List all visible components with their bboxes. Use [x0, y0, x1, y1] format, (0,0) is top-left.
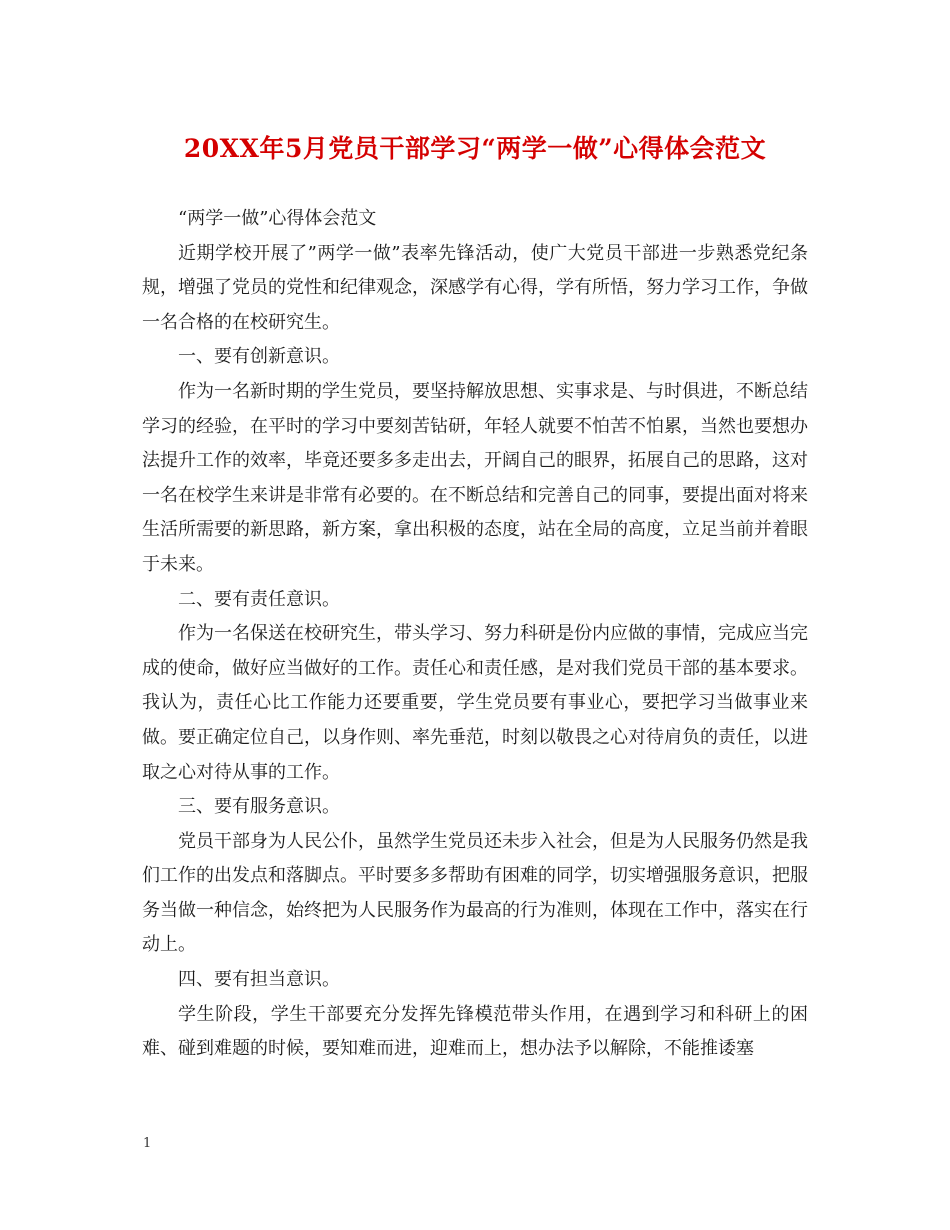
section-heading-innovation: 一、要有创新意识。: [178, 346, 340, 368]
page-number: 1: [143, 1136, 152, 1151]
section-paragraph-commitment: 学生阶段，学生干部要充分发挥先锋模范带头作用，在遇到学习和科研上的困难、碰到难题的时候，要知难而进，迎难而上，想办法予以解除，不能推诿塞: [142, 1003, 808, 1060]
section-heading-commitment: 四、要有担当意识。: [178, 969, 340, 991]
document-body: [142, 202, 808, 1067]
document-title: 20XX年5月党员干部学习“两学一做”心得体会范文: [183, 134, 767, 163]
section-heading-responsibility: 二、要有责任意识。: [178, 588, 340, 610]
intro-subtitle: “两学一做”心得体会范文: [178, 208, 377, 229]
section-heading-service: 三、要有服务意识。: [178, 796, 340, 818]
section-paragraph-innovation: 作为一名新时期的学生党员，要坚持解放思想、实事求是、与时俱进，不断总结学习的经验，在平时的学习中要刻苦钻研，年轻人就要不怕苦不怕累，当然也要想办法提升工作的效率，毕竟还要多多走出去，开阔自己的眼界，拓展自己的思路，这对一名在校学生来讲是非常有必要的。在不断总结和完善自己的同事，要提出面对将来生活所需要的新思路，新方案，拿出积极的态度，站在全局的高度，立足当前并着眼于未来。: [142, 380, 808, 575]
section-paragraph-service: 党员干部身为人民公仆，虽然学生党员还未步入社会，但是为人民服务仍然是我们工作的出发点和落脚点。平时要多多帮助有困难的同学，切实增强服务意识，把服务当做一种信念，始终把为人民服务作为最高的行为准则，体现在工作中，落实在行动上。: [142, 830, 808, 956]
section-paragraph-responsibility: 作为一名保送在校研究生，带头学习、努力科研是份内应做的事情，完成应当完成的使命，做好应当做好的工作。责任心和责任感，是对我们党员干部的基本要求。我认为，责任心比工作能力还要重要，学生党员要有事业心，要把学习当做事业来做。要正确定位自己，以身作则、率先垂范，时刻以敬畏之心对待肩负的责任，以进取之心对待从事的工作。: [142, 623, 808, 783]
intro-paragraph: 近期学校开展了”两学一做”表率先锋活动，使广大党员干部进一步熟悉党纪条规，增强了党员的党性和纪律观念，深感学有心得，学有所悟，努力学习工作，争做一名合格的在校研究生。: [142, 242, 808, 333]
